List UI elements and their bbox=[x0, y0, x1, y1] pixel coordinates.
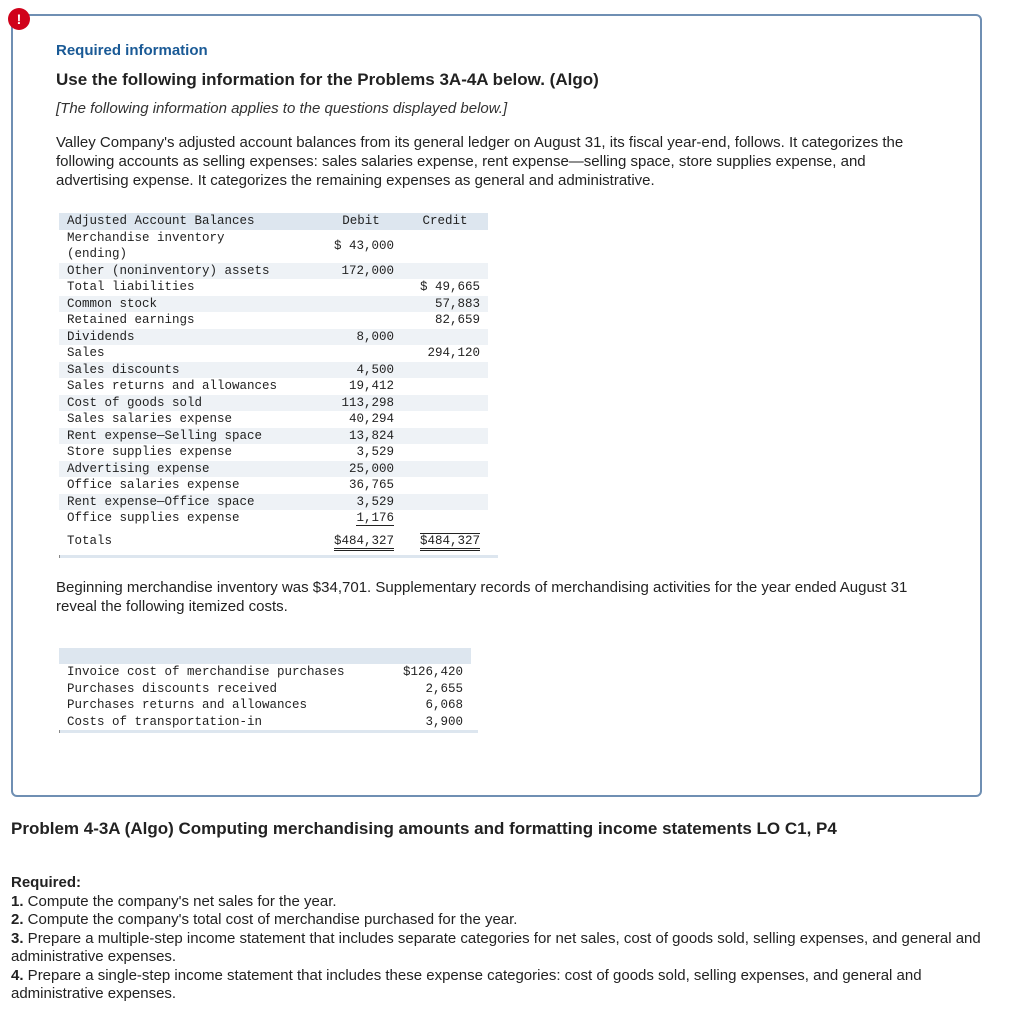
amount-debit: 3,529 bbox=[356, 445, 394, 459]
table-row bbox=[59, 230, 488, 263]
table-row bbox=[59, 395, 488, 412]
required-item-number: 3. bbox=[11, 929, 24, 947]
amount-credit: $ 49,665 bbox=[419, 280, 480, 294]
amount-debit: 4,500 bbox=[356, 362, 394, 377]
cell-account: Office salaries expense bbox=[67, 478, 240, 492]
required-item-number: 1. bbox=[11, 892, 24, 910]
cell-credit bbox=[402, 296, 488, 313]
cell-credit bbox=[402, 444, 488, 461]
required-item-text: Compute the company's total cost of merchandise purchased for the year. bbox=[23, 911, 518, 928]
cell-debit bbox=[320, 296, 402, 313]
cell-debit bbox=[320, 461, 402, 478]
cell-credit bbox=[402, 494, 488, 511]
col-header-credit: Credit bbox=[402, 213, 488, 230]
table-row bbox=[59, 477, 488, 494]
required-item-number: 4. bbox=[11, 966, 24, 984]
cell-account: Retained earnings bbox=[67, 313, 195, 327]
cell-debit bbox=[320, 362, 402, 379]
amount-debit: 19,412 bbox=[348, 379, 394, 393]
table-row bbox=[59, 714, 471, 731]
required-item bbox=[11, 967, 1001, 1004]
purchases-footer-rule bbox=[59, 730, 478, 733]
cell-account: Cost of goods sold bbox=[59, 395, 320, 412]
purchases-table bbox=[59, 648, 471, 730]
purchase-label: Invoice cost of merchandise purchases bbox=[67, 665, 345, 679]
required-item bbox=[11, 930, 1001, 967]
amount-debit: 8,000 bbox=[356, 329, 394, 344]
problem-title: Problem 4-3A (Algo) Computing merchandising amounts and formatting income statements LO C1, P4 bbox=[11, 819, 837, 838]
cell-account: Dividends bbox=[59, 329, 320, 346]
amount-debit: 36,765 bbox=[348, 478, 394, 492]
cell-credit bbox=[402, 461, 488, 478]
cell-debit bbox=[320, 444, 402, 461]
purchase-amount: 3,900 bbox=[425, 714, 463, 729]
cell-credit bbox=[402, 510, 488, 527]
table-row bbox=[59, 263, 488, 280]
cell-debit bbox=[320, 345, 402, 362]
amount-debit: 172,000 bbox=[341, 263, 394, 278]
required-info-label: Required information bbox=[56, 42, 208, 59]
cell-credit bbox=[402, 345, 488, 362]
cell-credit bbox=[402, 230, 488, 263]
cell-credit bbox=[402, 312, 488, 329]
cell-account: Total liabilities bbox=[67, 280, 195, 294]
table-row bbox=[59, 296, 488, 313]
cell-debit bbox=[320, 411, 402, 428]
cell-credit bbox=[402, 329, 488, 346]
table-row bbox=[59, 461, 488, 478]
table-footer-rule bbox=[59, 555, 498, 558]
purchase-label: Purchases discounts received bbox=[67, 681, 278, 696]
amount-debit: 1,176 bbox=[356, 511, 394, 525]
cell-account: Rent expense—Office space bbox=[59, 494, 320, 511]
purchase-amount: 6,068 bbox=[425, 698, 463, 712]
amount-debit: 25,000 bbox=[348, 461, 394, 476]
cell-account: Other (noninventory) assets bbox=[59, 263, 320, 280]
cell-account: Merchandise inventory (ending) bbox=[67, 230, 225, 261]
table-row bbox=[59, 494, 488, 511]
alert-icon: ! bbox=[8, 8, 30, 30]
cell-account: Sales bbox=[67, 346, 105, 360]
table-row bbox=[59, 362, 488, 379]
table-row bbox=[59, 510, 488, 527]
table-row bbox=[59, 681, 471, 698]
table-row bbox=[59, 444, 488, 461]
cell-debit bbox=[320, 329, 402, 346]
table-row bbox=[59, 312, 488, 329]
required-item bbox=[11, 893, 1001, 912]
cell-account: Rent expense—Selling space bbox=[59, 428, 320, 445]
intro-paragraph: Valley Company's adjusted account balances from its general ledger on August 31, its fiscal year-end, follows. It categorizes the following accounts as selling expenses: sales salaries expense, rent expense—selling space, store supplies expense, and advertising expense. It categorizes the remaining expenses as general and administrative. bbox=[56, 134, 904, 189]
amount-credit: 82,659 bbox=[434, 313, 480, 327]
purchase-label: Costs of transportation-in bbox=[67, 714, 263, 729]
cell-debit bbox=[320, 312, 402, 329]
cell-debit bbox=[320, 395, 402, 412]
col-header-account: Adjusted Account Balances bbox=[59, 213, 320, 230]
cell-debit bbox=[320, 378, 402, 395]
purchase-amount: 2,655 bbox=[425, 681, 463, 696]
totals-row bbox=[59, 527, 488, 556]
table-row bbox=[59, 345, 488, 362]
cell-credit bbox=[402, 428, 488, 445]
required-item-text: Prepare a multiple-step income statement that includes separate categories for net sales, cost of goods sold, selling expenses, and general and administrative expenses. bbox=[11, 929, 981, 965]
amount-debit: 13,824 bbox=[348, 428, 394, 443]
applies-note: [The following information applies to the questions displayed below.] bbox=[56, 100, 508, 117]
cell-account: Sales discounts bbox=[59, 362, 320, 379]
totals-credit bbox=[402, 527, 488, 556]
cell-account: Office supplies expense bbox=[67, 511, 240, 525]
totals-amount-debit: $484,327 bbox=[334, 534, 394, 551]
purchase-label: Purchases returns and allowances bbox=[67, 698, 308, 712]
table-row bbox=[59, 378, 488, 395]
cell-debit bbox=[320, 477, 402, 494]
totals-label: Totals bbox=[67, 533, 113, 548]
beginning-inventory-paragraph: Beginning merchandise inventory was $34,701. Supplementary records of merchandising activities for the year ended August 31 reveal the following itemized costs. bbox=[56, 579, 908, 615]
required-item-text: Prepare a single-step income statement that includes these expense categories: cost of goods sold, selling expenses, and general and administrative expenses. bbox=[11, 966, 922, 1002]
cell-account: Common stock bbox=[59, 296, 320, 313]
required-item-number: 2. bbox=[11, 911, 24, 928]
totals-debit bbox=[320, 527, 402, 556]
required-item bbox=[11, 911, 1001, 930]
cell-credit bbox=[402, 263, 488, 280]
required-info-panel bbox=[11, 14, 982, 797]
purchase-amount: $126,420 bbox=[402, 665, 463, 679]
amount-debit: 113,298 bbox=[341, 395, 394, 410]
table-row bbox=[59, 664, 471, 681]
cell-credit bbox=[402, 477, 488, 494]
cell-debit bbox=[320, 230, 402, 263]
cell-account: Store supplies expense bbox=[67, 445, 233, 459]
cell-credit bbox=[402, 378, 488, 395]
cell-credit bbox=[402, 395, 488, 412]
required-item-text: Compute the company's net sales for the year. bbox=[23, 892, 337, 910]
account-balances-table bbox=[59, 213, 488, 555]
table-row bbox=[59, 697, 471, 714]
cell-debit bbox=[320, 510, 402, 527]
amount-debit: $ 43,000 bbox=[333, 238, 394, 253]
cell-credit bbox=[402, 411, 488, 428]
amount-debit: 3,529 bbox=[356, 494, 394, 509]
amount-debit: 40,294 bbox=[348, 412, 394, 426]
cell-debit bbox=[320, 428, 402, 445]
amount-credit: 57,883 bbox=[434, 296, 480, 311]
amount-credit: 294,120 bbox=[427, 346, 480, 360]
totals-amount-credit: $484,327 bbox=[420, 533, 480, 551]
required-label: Required: bbox=[11, 874, 82, 891]
table-row bbox=[59, 329, 488, 346]
account-balances-table-wrap bbox=[59, 213, 498, 558]
cell-account: Sales salaries expense bbox=[67, 412, 233, 426]
table-row bbox=[59, 279, 488, 296]
cell-credit bbox=[402, 279, 488, 296]
table-row bbox=[59, 411, 488, 428]
purchases-table-wrap bbox=[59, 648, 478, 733]
cell-credit bbox=[402, 362, 488, 379]
cell-debit bbox=[320, 263, 402, 280]
col-header-debit: Debit bbox=[320, 213, 402, 230]
cell-account: Advertising expense bbox=[59, 461, 320, 478]
cell-debit bbox=[320, 494, 402, 511]
cell-debit bbox=[320, 279, 402, 296]
cell-account: Sales returns and allowances bbox=[67, 379, 278, 393]
required-section bbox=[11, 874, 1001, 1004]
info-heading: Use the following information for the Problems 3A-4A below. (Algo) bbox=[56, 70, 599, 89]
table-row bbox=[59, 428, 488, 445]
